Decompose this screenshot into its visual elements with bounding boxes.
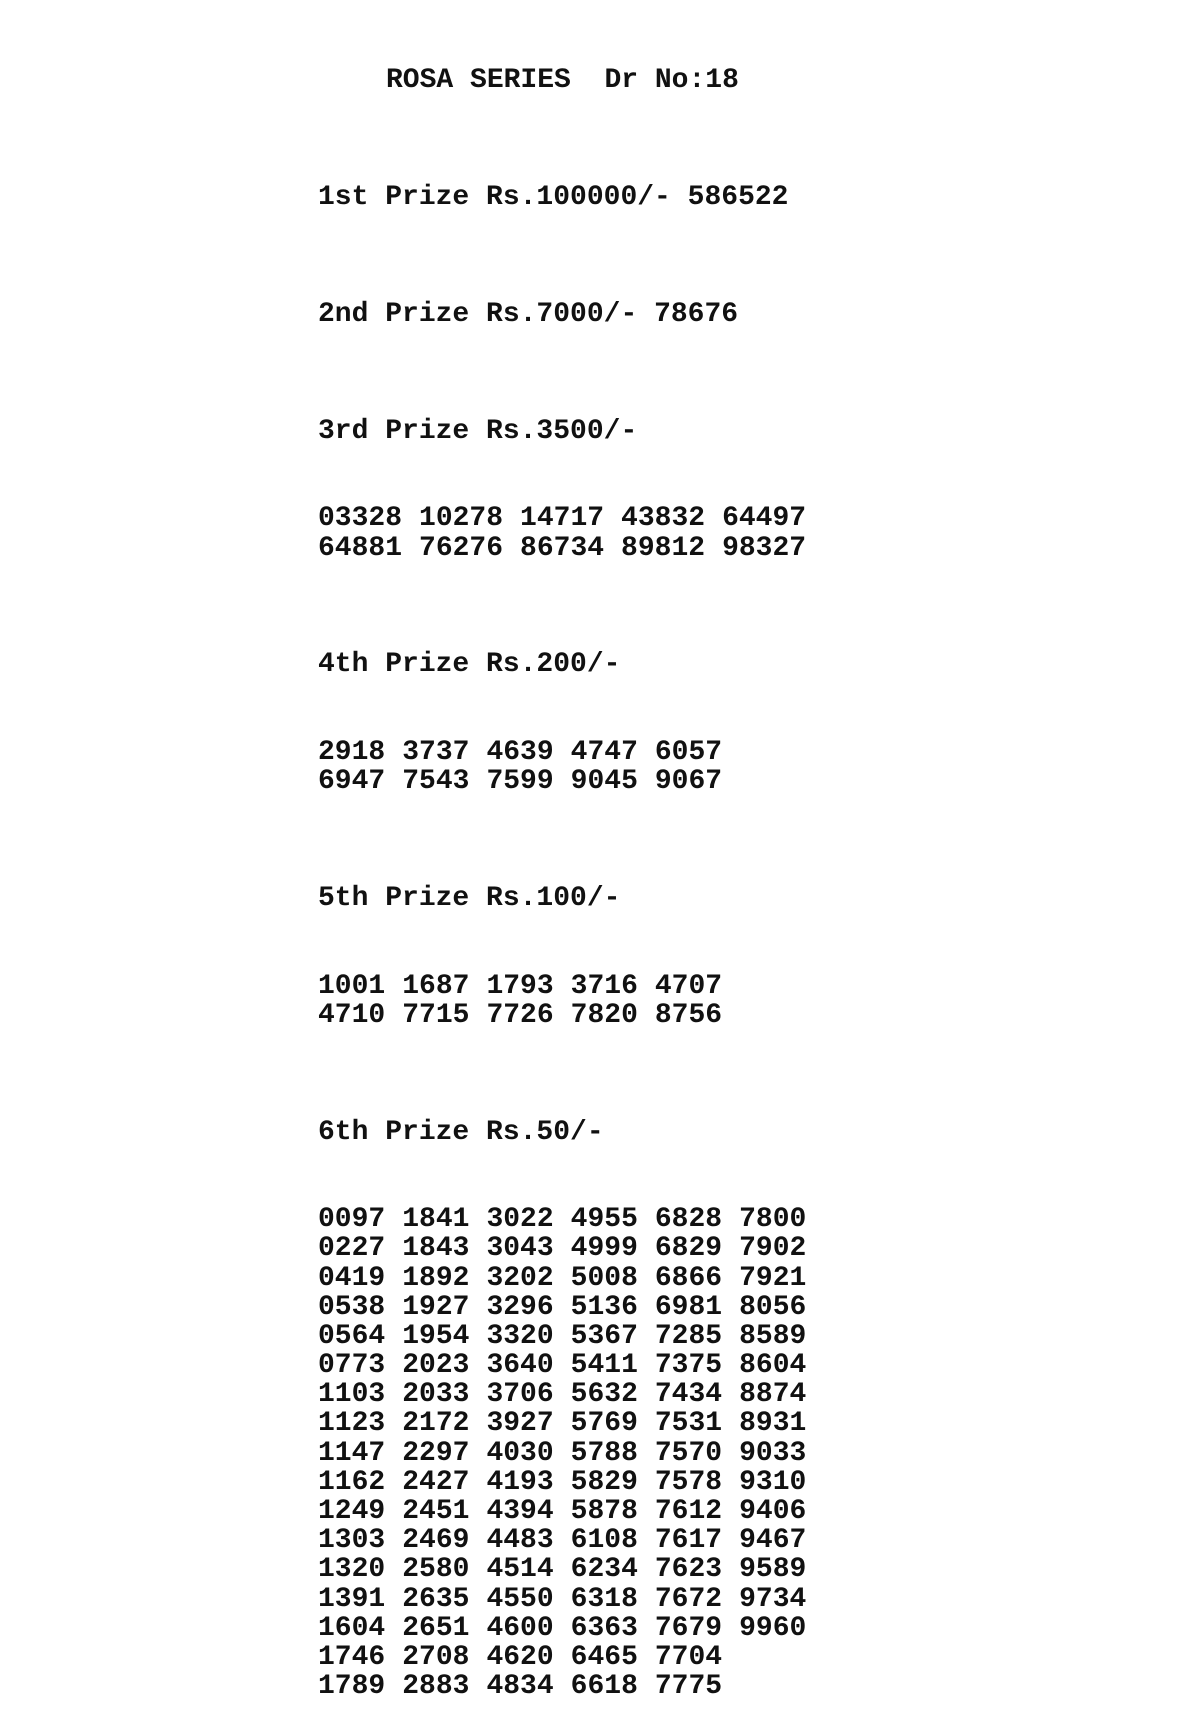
prize-number-row bbox=[318, 1439, 806, 1468]
ticket-number: 3202 bbox=[486, 1262, 554, 1294]
ticket-number: 5136 bbox=[570, 1291, 638, 1323]
fifth-prize-label: 5th Prize Rs.100/- bbox=[318, 882, 621, 914]
ticket-number: 03328 bbox=[318, 503, 403, 535]
prize-number-row bbox=[318, 1351, 806, 1380]
ticket-number: 8756 bbox=[654, 999, 723, 1031]
ticket-number: 7726 bbox=[486, 999, 554, 1031]
ticket-number: 3927 bbox=[486, 1408, 554, 1440]
ticket-number: 9045 bbox=[570, 766, 638, 798]
ticket-number: 2580 bbox=[402, 1554, 470, 1586]
ticket-number: 1954 bbox=[402, 1320, 470, 1352]
ticket-number: 1123 bbox=[318, 1408, 386, 1440]
ticket-number: 43832 bbox=[621, 503, 706, 535]
ticket-number: 2708 bbox=[402, 1641, 470, 1673]
ticket-number: 2451 bbox=[402, 1496, 470, 1527]
ticket-number: 4639 bbox=[486, 736, 554, 768]
fourth-prize-label: 4th Prize Rs.200/- bbox=[318, 649, 621, 681]
ticket-number: 6829 bbox=[654, 1233, 723, 1265]
fifth-prize-numbers bbox=[318, 972, 806, 1030]
ticket-number: 2469 bbox=[402, 1525, 470, 1557]
ticket-number: 9467 bbox=[739, 1525, 807, 1557]
draw-number: Dr No:18 bbox=[604, 65, 739, 97]
ticket-number: 1391 bbox=[318, 1583, 386, 1615]
ticket-number: 1793 bbox=[486, 970, 554, 1002]
prize-number-row bbox=[318, 1585, 806, 1614]
ticket-number: 10278 bbox=[419, 503, 504, 535]
sixth-prize-label: 6th Prize Rs.50/- bbox=[318, 1116, 604, 1148]
ticket-number: 9960 bbox=[739, 1612, 807, 1644]
prize-number-row bbox=[318, 1264, 806, 1293]
prize-number-row bbox=[318, 1526, 806, 1555]
ticket-number: 6618 bbox=[570, 1671, 638, 1703]
ticket-number: 0419 bbox=[318, 1262, 386, 1294]
ticket-number: 9734 bbox=[739, 1583, 807, 1615]
ticket-number: 9067 bbox=[654, 766, 723, 798]
ticket-number: 3706 bbox=[486, 1379, 554, 1411]
ticket-number: 7715 bbox=[402, 999, 470, 1031]
fourth-prize-numbers bbox=[318, 738, 806, 796]
prize-number-row bbox=[318, 767, 806, 796]
ticket-number: 0538 bbox=[318, 1291, 386, 1323]
ticket-number: 2427 bbox=[402, 1466, 470, 1498]
ticket-number: 7775 bbox=[654, 1671, 723, 1703]
ticket-number: 8931 bbox=[739, 1408, 807, 1440]
second-prize-line bbox=[318, 300, 806, 329]
second-prize-number: 78676 bbox=[654, 299, 739, 330]
ticket-number: 6108 bbox=[570, 1525, 638, 1557]
ticket-number: 2172 bbox=[402, 1408, 470, 1440]
ticket-number: 3716 bbox=[570, 970, 638, 1002]
ticket-number: 1162 bbox=[318, 1466, 386, 1498]
ticket-number: 5411 bbox=[570, 1350, 638, 1382]
first-prize-line bbox=[318, 183, 806, 212]
ticket-number: 7434 bbox=[654, 1379, 723, 1411]
ticket-number: 7599 bbox=[486, 766, 554, 798]
prize-number-row bbox=[318, 1234, 806, 1263]
ticket-number: 4550 bbox=[486, 1583, 554, 1615]
first-prize-number: 586522 bbox=[687, 182, 789, 214]
ticket-number: 4707 bbox=[654, 970, 723, 1002]
ticket-number: 4999 bbox=[570, 1233, 638, 1265]
ticket-number: 2033 bbox=[402, 1379, 470, 1411]
ticket-number: 0564 bbox=[318, 1320, 386, 1352]
ticket-number: 1303 bbox=[318, 1525, 386, 1557]
ticket-number: 7800 bbox=[739, 1204, 807, 1236]
ticket-number: 9310 bbox=[739, 1466, 807, 1498]
ticket-number: 2023 bbox=[402, 1350, 470, 1382]
ticket-number: 1841 bbox=[402, 1204, 470, 1236]
ticket-number: 5788 bbox=[570, 1437, 638, 1469]
ticket-number: 4483 bbox=[486, 1525, 554, 1557]
ticket-number: 4747 bbox=[570, 736, 638, 768]
prize-number-row bbox=[318, 1322, 806, 1351]
prize-number-row bbox=[318, 1001, 806, 1030]
ticket-number: 1746 bbox=[318, 1641, 386, 1673]
ticket-number: 3043 bbox=[486, 1233, 554, 1265]
ticket-number: 8874 bbox=[739, 1379, 807, 1411]
prize-number-row bbox=[318, 1468, 806, 1497]
ticket-number: 4600 bbox=[486, 1612, 554, 1644]
prize-number-row bbox=[318, 1205, 806, 1234]
ticket-number: 64881 bbox=[318, 532, 403, 564]
prize-number-row bbox=[318, 972, 806, 1001]
third-prize-numbers bbox=[318, 504, 806, 562]
ticket-number: 1604 bbox=[318, 1612, 386, 1644]
ticket-number: 3296 bbox=[486, 1291, 554, 1323]
ticket-number: 6057 bbox=[654, 736, 723, 768]
ticket-number: 6234 bbox=[570, 1554, 638, 1586]
ticket-number: 9589 bbox=[739, 1554, 807, 1586]
ticket-number: 7543 bbox=[402, 766, 470, 798]
prize-number-row bbox=[318, 534, 806, 563]
sixth-prize-numbers bbox=[318, 1205, 806, 1701]
ticket-number: 0227 bbox=[318, 1233, 386, 1265]
prize-number-row bbox=[318, 1643, 806, 1672]
ticket-number: 2883 bbox=[402, 1671, 470, 1703]
ticket-number: 4620 bbox=[486, 1641, 554, 1673]
ticket-number: 1892 bbox=[402, 1262, 470, 1294]
ticket-number: 5769 bbox=[570, 1408, 638, 1440]
result-title bbox=[318, 66, 806, 95]
prize-number-row bbox=[318, 1555, 806, 1584]
prize-number-row bbox=[318, 1409, 806, 1438]
prize-number-row bbox=[318, 1614, 806, 1643]
ticket-number: 0097 bbox=[318, 1204, 386, 1236]
second-prize-label: 2nd Prize Rs.7000/- bbox=[318, 299, 638, 330]
ticket-number: 1249 bbox=[318, 1496, 386, 1527]
ticket-number: 6465 bbox=[570, 1641, 638, 1673]
ticket-number: 6318 bbox=[570, 1583, 638, 1615]
first-prize-label: 1st Prize Rs.100000/- bbox=[318, 182, 671, 214]
ticket-number: 1843 bbox=[402, 1233, 470, 1265]
ticket-number: 6981 bbox=[654, 1291, 723, 1323]
ticket-number: 3022 bbox=[486, 1204, 554, 1236]
ticket-number: 3640 bbox=[486, 1350, 554, 1382]
ticket-number: 7902 bbox=[739, 1233, 807, 1265]
ticket-number: 7612 bbox=[654, 1496, 723, 1527]
ticket-number: 7704 bbox=[654, 1641, 723, 1673]
ticket-number: 76276 bbox=[419, 532, 504, 564]
ticket-number: 7679 bbox=[654, 1612, 723, 1644]
ticket-number: 4394 bbox=[486, 1496, 554, 1527]
ticket-number: 8056 bbox=[739, 1291, 807, 1323]
ticket-number: 5829 bbox=[570, 1466, 638, 1498]
ticket-number: 4955 bbox=[570, 1204, 638, 1236]
ticket-number: 7578 bbox=[654, 1466, 723, 1498]
ticket-number: 14717 bbox=[520, 503, 605, 535]
ticket-number: 7617 bbox=[654, 1525, 723, 1557]
prize-number-row bbox=[318, 1497, 806, 1526]
ticket-number: 0773 bbox=[318, 1350, 386, 1382]
ticket-number: 1001 bbox=[318, 970, 386, 1002]
ticket-number: 1103 bbox=[318, 1379, 386, 1411]
ticket-number: 4193 bbox=[486, 1466, 554, 1498]
ticket-number: 9406 bbox=[739, 1496, 807, 1527]
ticket-number: 64497 bbox=[722, 503, 807, 535]
ticket-number: 7570 bbox=[654, 1437, 723, 1469]
ticket-number: 1927 bbox=[402, 1291, 470, 1323]
ticket-number: 1687 bbox=[402, 970, 470, 1002]
ticket-number: 8604 bbox=[739, 1350, 807, 1382]
series-name: ROSA SERIES bbox=[386, 65, 571, 97]
ticket-number: 5008 bbox=[570, 1262, 638, 1294]
ticket-number: 3737 bbox=[402, 736, 470, 768]
ticket-number: 86734 bbox=[520, 532, 605, 564]
ticket-number: 5632 bbox=[570, 1379, 638, 1411]
ticket-number: 9033 bbox=[739, 1437, 807, 1469]
prize-number-row bbox=[318, 1380, 806, 1409]
ticket-number: 6363 bbox=[570, 1612, 638, 1644]
ticket-number: 6828 bbox=[654, 1204, 723, 1236]
ticket-number: 4030 bbox=[486, 1437, 554, 1469]
ticket-number: 4710 bbox=[318, 999, 386, 1031]
ticket-number: 2918 bbox=[318, 736, 386, 768]
prize-number-row bbox=[318, 1293, 806, 1322]
ticket-number: 7820 bbox=[570, 999, 638, 1031]
ticket-number: 6947 bbox=[318, 766, 386, 798]
ticket-number: 4514 bbox=[486, 1554, 554, 1586]
ticket-number: 1147 bbox=[318, 1437, 386, 1469]
prize-number-row bbox=[318, 1672, 806, 1701]
ticket-number: 5878 bbox=[570, 1496, 638, 1527]
ticket-number: 89812 bbox=[621, 532, 706, 564]
ticket-number: 7921 bbox=[739, 1262, 807, 1294]
prize-number-row bbox=[318, 504, 806, 533]
lottery-result-sheet bbox=[318, 8, 806, 1731]
ticket-number: 5367 bbox=[570, 1320, 638, 1352]
ticket-number: 1320 bbox=[318, 1554, 386, 1586]
ticket-number: 7623 bbox=[654, 1554, 723, 1586]
prize-number-row bbox=[318, 738, 806, 767]
ticket-number: 7672 bbox=[654, 1583, 723, 1615]
ticket-number: 98327 bbox=[722, 532, 807, 564]
third-prize-label: 3rd Prize Rs.3500/- bbox=[318, 415, 638, 447]
ticket-number: 7285 bbox=[654, 1320, 723, 1352]
ticket-number: 2651 bbox=[402, 1612, 470, 1644]
ticket-number: 7531 bbox=[654, 1408, 723, 1440]
ticket-number: 4834 bbox=[486, 1671, 554, 1703]
ticket-number: 1789 bbox=[318, 1671, 386, 1703]
ticket-number: 6866 bbox=[654, 1262, 723, 1294]
ticket-number: 7375 bbox=[654, 1350, 723, 1382]
ticket-number: 8589 bbox=[739, 1320, 807, 1352]
ticket-number: 2297 bbox=[402, 1437, 470, 1469]
ticket-number: 3320 bbox=[486, 1320, 554, 1352]
ticket-number: 2635 bbox=[402, 1583, 470, 1615]
